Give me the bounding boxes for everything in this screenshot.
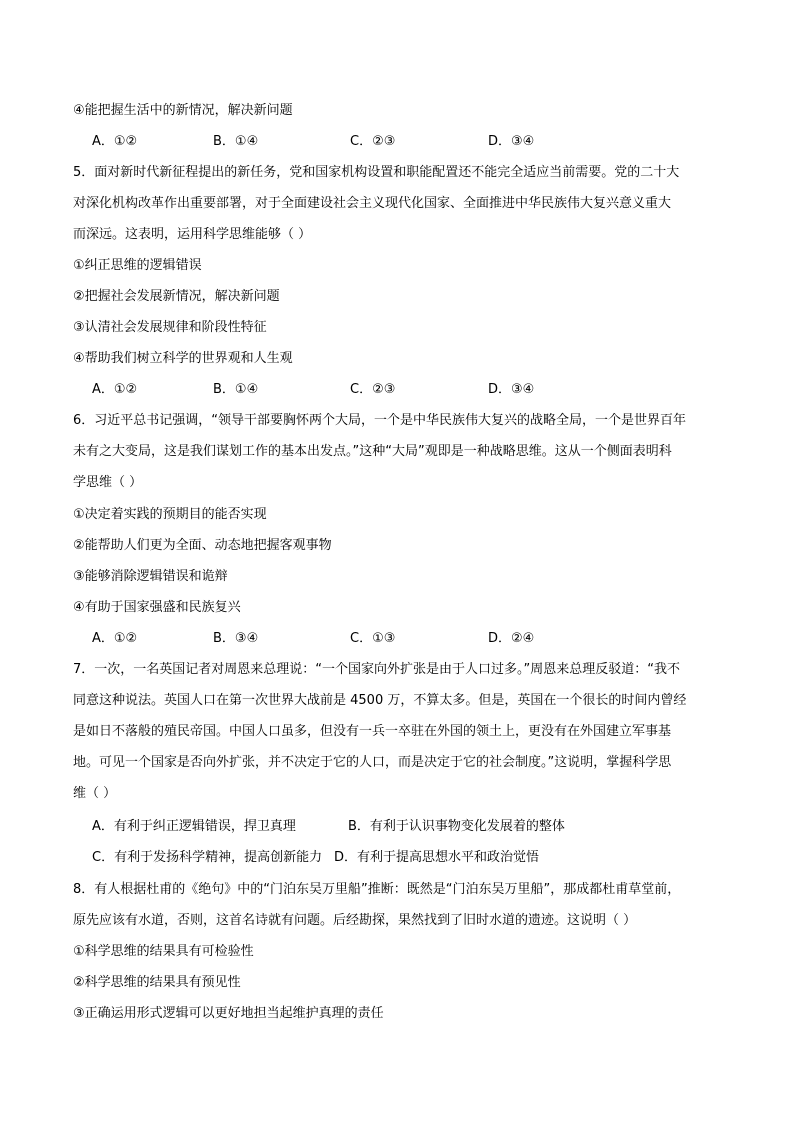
q7-option-a: A．有利于纠正逻辑错误，捍卫真理 bbox=[92, 819, 296, 834]
q5-option-b: B．①④ bbox=[213, 382, 259, 397]
q6-option-b: B．③④ bbox=[213, 631, 259, 646]
q4-options bbox=[92, 132, 692, 152]
q6-statement-1: ①决定着实践的预期目的能否实现 bbox=[73, 507, 267, 522]
q8-stem-line-1: 8．有人根据杜甫的《绝句》中的“门泊东吴万里船”推断：既然是“门泊东吴万里船”，那成都杜甫草堂前， bbox=[73, 882, 681, 897]
q5-option-c: C．②③ bbox=[350, 382, 396, 397]
q8-statement-1: ①科学思维的结果具有可检验性 bbox=[73, 944, 254, 959]
q4-option-d: D．③④ bbox=[488, 134, 535, 149]
q5-options bbox=[92, 380, 692, 400]
q7-stem-line-2: 同意这种说法。英国人口在第一次世界大战前是 4500 万，不算太多。但是，英国在一个很长的时间内曾经 bbox=[73, 693, 687, 708]
q4-option-a: A．①② bbox=[92, 134, 138, 149]
q6-option-c: C．①③ bbox=[350, 631, 396, 646]
q7-option-d: D．有利于提高思想水平和政治觉悟 bbox=[334, 850, 540, 865]
q8-stem-line-2: 原先应该有水道，否则，这首名诗就有问题。后经勘探，果然找到了旧时水道的遗迹。这说明（ ） bbox=[73, 913, 637, 928]
q8-statement-3: ③正确运用形式逻辑可以更好地担当起维护真理的责任 bbox=[73, 1006, 384, 1021]
q8-statement-2: ②科学思维的结果具有预见性 bbox=[73, 975, 241, 990]
q6-option-a: A．①② bbox=[92, 631, 138, 646]
q4-statement-4: ④能把握生活中的新情况，解决新问题 bbox=[73, 103, 293, 118]
q7-stem-line-3: 是如日不落般的殖民帝国。中国人口虽多，但没有一兵一卒驻在外国的领土上，更没有在外国建立军事基 bbox=[73, 724, 672, 739]
q7-stem-line-4: 地。可见一个国家是否向外扩张，并不决定于它的人口，而是决定于它的社会制度。”这说明，掌握科学思 bbox=[73, 755, 672, 770]
q5-stem-line-1: 5．面对新时代新征程提出的新任务，党和国家机构设置和职能配置还不能完全适应当前需要。党的二十大 bbox=[73, 165, 680, 180]
q5-stem-line-2: 对深化机构改革作出重要部署，对于全面建设社会主义现代化国家、全面推进中华民族伟大复兴意义重大 bbox=[73, 196, 672, 211]
q5-statement-2: ②把握社会发展新情况，解决新问题 bbox=[73, 289, 280, 304]
q7-option-b: B．有利于认识事物变化发展着的整体 bbox=[348, 819, 565, 834]
q6-statement-3: ③能够消除逻辑错误和诡辩 bbox=[73, 569, 228, 584]
q5-statement-1: ①纠正思维的逻辑错误 bbox=[73, 258, 202, 273]
q4-option-c: C．②③ bbox=[350, 134, 396, 149]
q6-option-d: D．②④ bbox=[488, 631, 535, 646]
q5-stem-line-3: 而深远。这表明，运用科学思维能够（ ） bbox=[73, 227, 312, 242]
q6-stem-line-1: 6．习近平总书记强调，“领导干部要胸怀两个大局，一个是中华民族伟大复兴的战略全局，一个是世界百年 bbox=[73, 413, 687, 428]
q6-options bbox=[92, 629, 692, 649]
q5-option-a: A．①② bbox=[92, 382, 138, 397]
q7-option-c: C．有利于发扬科学精神，提高创新能力 bbox=[92, 850, 323, 865]
q6-statement-4: ④有助于国家强盛和民族复兴 bbox=[73, 600, 241, 615]
q5-statement-4: ④帮助我们树立科学的世界观和人生观 bbox=[73, 351, 293, 366]
q4-option-b: B．①④ bbox=[213, 134, 259, 149]
q6-stem-line-2: 未有之大变局，这是我们谋划工作的基本出发点。”这种“大局”观即是一种战略思维。这从一个侧面表明科 bbox=[73, 444, 672, 459]
q7-stem-line-1: 7．一次，一名英国记者对周恩来总理说：“一个国家向外扩张是由于人口过多。”周恩来总理反驳道：“我不 bbox=[73, 662, 680, 677]
q6-statement-2: ②能帮助人们更为全面、动态地把握客观事物 bbox=[73, 538, 332, 553]
q5-statement-3: ③认清社会发展规律和阶段性特征 bbox=[73, 320, 267, 335]
q5-option-d: D．③④ bbox=[488, 382, 535, 397]
q7-stem-line-5: 维（ ） bbox=[73, 786, 117, 801]
q6-stem-line-3: 学思维（ ） bbox=[73, 475, 143, 490]
